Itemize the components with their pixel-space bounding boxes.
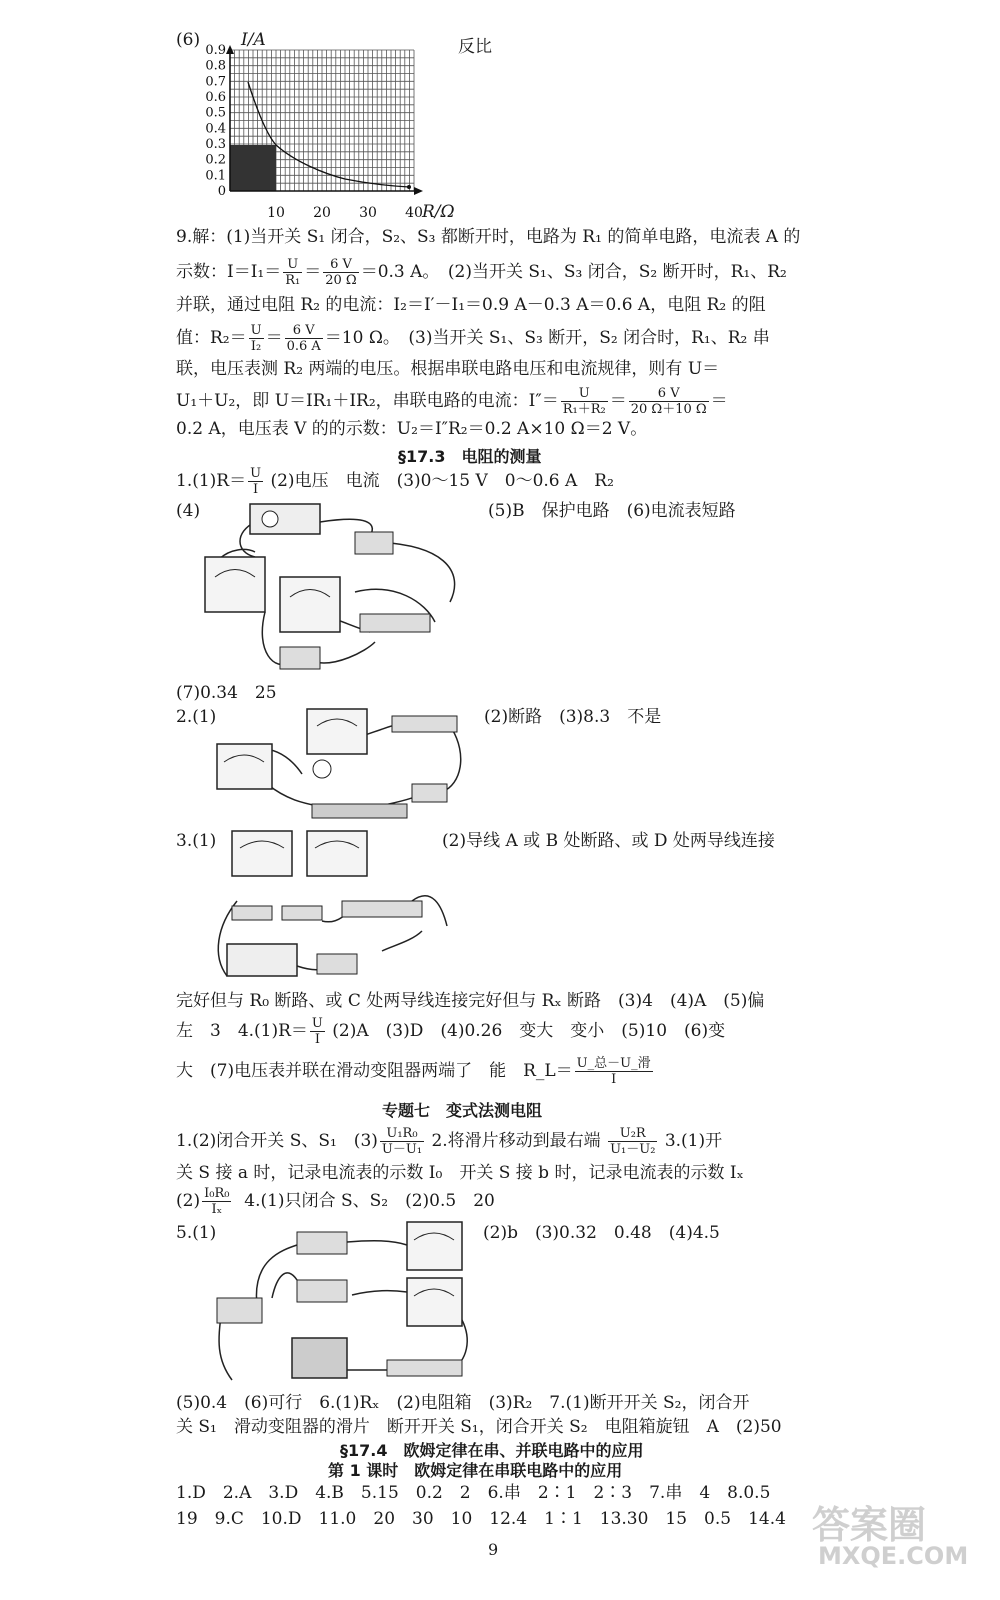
- section-17-3-title: §17.3 电阻的测量: [398, 447, 542, 466]
- y-tick-label: 0.7: [205, 74, 226, 90]
- x-tick-label: 40: [405, 205, 423, 220]
- section-17-4-subtitle: 第 1 课时 欧姆定律在串联电路中的应用: [328, 1461, 623, 1480]
- s173-q3-line-f: 大 (7)电压表并联在滑动变阻器两端了 能 R_L＝ $\frac{\text{U\_总－U\_滑}}{I}$: [176, 1056, 651, 1087]
- graph-label: (6): [176, 30, 201, 50]
- s173-q3-line-d: 左 3 4.(1)R＝ $\frac{U}{I}$ (2)A (3)D (4)0.26 变大 变小 (5)10 (6)变: [176, 1016, 726, 1047]
- q9-line-1: 9.解：(1)当开关 S₁ 闭合，S₂、S₃ 都断开时，电路为 R₁ 的简单电路，电流表 A 的: [176, 227, 801, 247]
- s173-q2-answer: (2)断路 (3)8.3 不是: [484, 707, 662, 727]
- q9-line-2: 示数：I＝I₁＝ $\frac{U}{\text{R₁}}$ ＝ $\frac{6 V}{20 \Omega}$ ＝0.3 A。 (2)当开关 S₁、S₃ 闭合，S₂ 断开时，R₁、R₂: [176, 257, 787, 288]
- current-resistance-graph: [195, 40, 435, 220]
- s173-q3-answer: (2)导线 A 或 B 处断路、或 D 处两导线连接: [442, 831, 775, 851]
- y-tick-label: 0.3: [205, 137, 226, 152]
- s173-q3-label: 3.(1): [176, 831, 217, 851]
- q9-line-6: U₁＋U₂，即 U＝IR₁＋IR₂，串联电路的电流：I″＝ $\frac{U}{\text{R₁＋R₂}}$ ＝ $\frac{6 V}{20 \Omega+10 \Omega}$ ＝: [176, 386, 728, 417]
- y-axis-label: I/A: [241, 30, 266, 50]
- x-axis-label: R/Ω: [422, 202, 455, 222]
- y-tick-label: 0.1: [205, 168, 226, 184]
- topic-7-title: 专题七 变式法测电阻: [382, 1101, 543, 1120]
- s173-q1-7: (7)0.34 25: [176, 683, 277, 703]
- relation-answer: 反比: [458, 37, 492, 57]
- q9-line-5: 联，电压表测 R₂ 两端的电压。根据串联电路电压和电流规律，则有 U＝: [176, 359, 720, 379]
- topic7-line-2: 关 S 接 a 时，记录电流表的示数 I₀ 开关 S 接 b 时，记录电流表的示数 Iₓ: [176, 1163, 744, 1183]
- s173-q1-right: (5)B 保护电路 (6)电流表短路: [488, 501, 736, 521]
- y-tick-label: 0.8: [205, 58, 226, 74]
- x-tick-label: 30: [359, 205, 377, 220]
- watermark-url: MXQE.COM: [818, 1542, 969, 1570]
- s174-answers-line-1: 1.D 2.A 3.D 4.B 5.15 0.2 2 6.串 2∶1 2∶3 7.串 4 8.0.5: [176, 1483, 771, 1503]
- circuit-diagram-2: [212, 704, 472, 824]
- x-tick-label: 20: [313, 205, 331, 220]
- topic7-line-4: (5)0.4 (6)可行 6.(1)Rₓ (2)电阻箱 (3)R₂ 7.(1)断开开关 S₂，闭合开: [176, 1393, 750, 1413]
- circuit-diagram-4: [212, 1220, 482, 1390]
- circuit-diagram-1: [195, 502, 475, 682]
- s173-q1-4-label: (4): [176, 501, 201, 521]
- section-17-4-title: §17.4 欧姆定律在串、并联电路中的应用: [340, 1441, 644, 1460]
- topic7-line-3: (2) $\frac{\text{I₀R₀}}{\text{Iₓ}}$ 4.(1)只闭合 S、S₂ (2)0.5 20: [176, 1186, 495, 1217]
- x-tick-label: 10: [267, 205, 285, 220]
- s174-answers-line-2: 19 9.C 10.D 11.0 20 30 10 12.4 1∶1 13.30 15 0.5 14.4: [176, 1509, 786, 1529]
- y-tick-label: 0.6: [205, 90, 226, 105]
- s173-q1-line: 1.(1)R＝ $\frac{U}{I}$ (2)电压 电流 (3)0～15 V 0～0.6 A R₂: [176, 466, 614, 497]
- q9-line-3: 并联，通过电阻 R₂ 的电流：I₂＝I′－I₁＝0.9 A－0.3 A＝0.6 A，电阻 R₂ 的阻: [176, 295, 766, 315]
- topic7-line-1: 1.(2)闭合开关 S、S₁ (3) $\frac{\text{U₁R₀}}{\text{U－U₁}}$ 2.将滑片移动到最右端 $\frac{\text{U₂R}}{\text{U₁－U₂}}$ 3.(1)开: [176, 1126, 723, 1157]
- y-tick-label: 0: [217, 184, 226, 199]
- watermark-logo: 答案圈: [812, 1503, 927, 1547]
- topic7-q5-label: 5.(1): [176, 1223, 217, 1243]
- q9-line-4: 值：R₂＝ $\frac{U}{\text{I₂}}$ ＝ $\frac{6 V}{0.6 A}$ ＝10 Ω。 (3)当开关 S₁、S₃ 断开，S₂ 闭合时，R₁、R₂ 串: [176, 323, 770, 354]
- y-tick-label: 0.2: [205, 152, 226, 168]
- s173-q3-line-c: 完好但与 R₀ 断路、或 C 处两导线连接完好但与 Rₓ 断路 (3)4 (4)A (5)偏: [176, 991, 765, 1011]
- s173-q2-label: 2.(1): [176, 707, 217, 727]
- y-tick-label: 0.5: [205, 105, 226, 121]
- topic7-q5-answer: (2)b (3)0.32 0.48 (4)4.5: [483, 1223, 720, 1243]
- q9-line-7: 0.2 A，电压表 V 的的示数：U₂＝I″R₂＝0.2 A×10 Ω＝2 V。: [176, 419, 648, 439]
- circuit-diagram-3: [212, 826, 462, 986]
- page-number: 9: [488, 1540, 499, 1559]
- y-tick-label: 0.4: [205, 121, 226, 137]
- y-tick-label: 0.9: [205, 43, 226, 58]
- topic7-line-5: 关 S₁ 滑动变阻器的滑片 断开开关 S₁，闭合开关 S₂ 电阻箱旋钮 A (2)50: [176, 1417, 782, 1437]
